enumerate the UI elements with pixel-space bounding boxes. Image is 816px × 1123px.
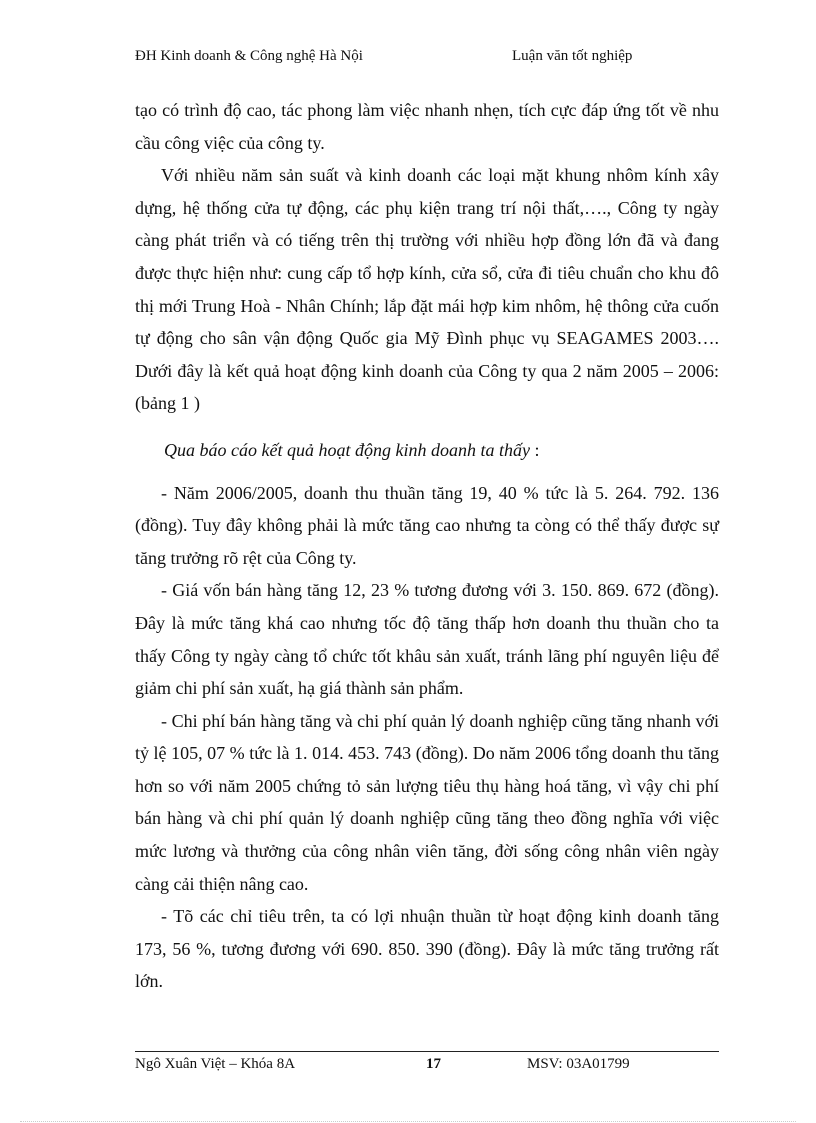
document-body [135, 94, 719, 998]
bullet-profit: - Tõ các chỉ tiêu trên, ta có lợi nhuận thuần từ hoạt động kinh doanh tăng 173, 56 %, tương đương với 690. 850. 390 (đồng). Đây là mức tăng trưởng rất lớn. [135, 906, 719, 992]
caption-italic-text: Qua báo cáo kết quả hoạt động kinh doanh ta thấy [164, 439, 530, 460]
page-number: 17 [426, 1056, 441, 1072]
paragraph-continuation: tạo có trình độ cao, tác phong làm việc nhanh nhẹn, tích cực đáp ứng tốt về nhu cầu công việc của công ty. [135, 100, 719, 153]
footer-author: Ngô Xuân Việt – Khóa 8A [135, 1056, 296, 1072]
bullet-revenue: - Năm 2006/2005, doanh thu thuần tăng 19, 40 % tức là 5. 264. 792. 136 (đồng). Tuy đây không phải là mức tăng cao nhưng ta còng có thể thấy được sự tăng trưởng rõ rệt của Công ty. [135, 482, 719, 568]
footer-divider [135, 1051, 719, 1052]
caption-suffix: : [529, 439, 540, 460]
section-caption [135, 434, 719, 467]
paragraph-company-intro: Với nhiều năm sản suất và kinh doanh các loại mặt khung nhôm kính xây dựng, hệ thống cửa tự động, các phụ kiện trang trí nội thất,…., Công ty ngày càng phát triển và có tiếng trên thị trường với nhiều hợp đồng lớn đã và đang được thực hiện như: cung cấp tổ hợp kính, cửa sổ, cửa đi tiêu chuẩn cho khu đô thị mới Trung Hoà - Nhân Chính; lắp đặt mái hợp kim nhôm, hệ thông cửa cuốn tự động cho sân vận động Quốc gia Mỹ Đình phục vụ SEAGAMES 2003…. Dưới đây là kết quả hoạt động kinh doanh của Công ty qua 2 năm 2005 – 2006: (bảng 1 ) [135, 165, 719, 414]
bullet-cost-of-goods: - Giá vốn bán hàng tăng 12, 23 % tương đương với 3. 150. 869. 672 (đồng). Đây là mức tăng khá cao nhưng tốc độ tăng thấp hơn doanh thu thuần cho ta thấy Công ty ngày càng tổ chức tốt khâu sản xuất, tránh lãng phí nguyên liệu để giảm chi phí sản xuất, hạ giá thành sản phẩm. [135, 580, 719, 699]
footer-student-id: MSV: 03A01799 [527, 1056, 630, 1072]
page-edge-divider [20, 1121, 796, 1122]
header-document-type: Luận văn tốt nghiệp [512, 48, 633, 64]
page-header [135, 48, 675, 70]
header-university: ĐH Kinh doanh & Công nghệ Hà Nội [135, 48, 363, 64]
bullet-expenses: - Chi phí bán hàng tăng và chi phí quản lý doanh nghiệp cũng tăng nhanh với tỷ lệ 105, 07 % tức là 1. 014. 453. 743 (đồng). Do năm 2006 tổng doanh thu tăng hơn so với năm 2005 chứng tỏ sản lượng tiêu thụ hàng hoá tăng, vì vậy chi phí bán hàng và chi phí quản lý doanh nghiệp cũng tăng theo đồng nghĩa với việc mức lương và thưởng của công nhân viên tăng, đời sống công nhân viên ngày càng cải thiện nâng cao. [135, 710, 719, 894]
page-footer [135, 1056, 719, 1078]
